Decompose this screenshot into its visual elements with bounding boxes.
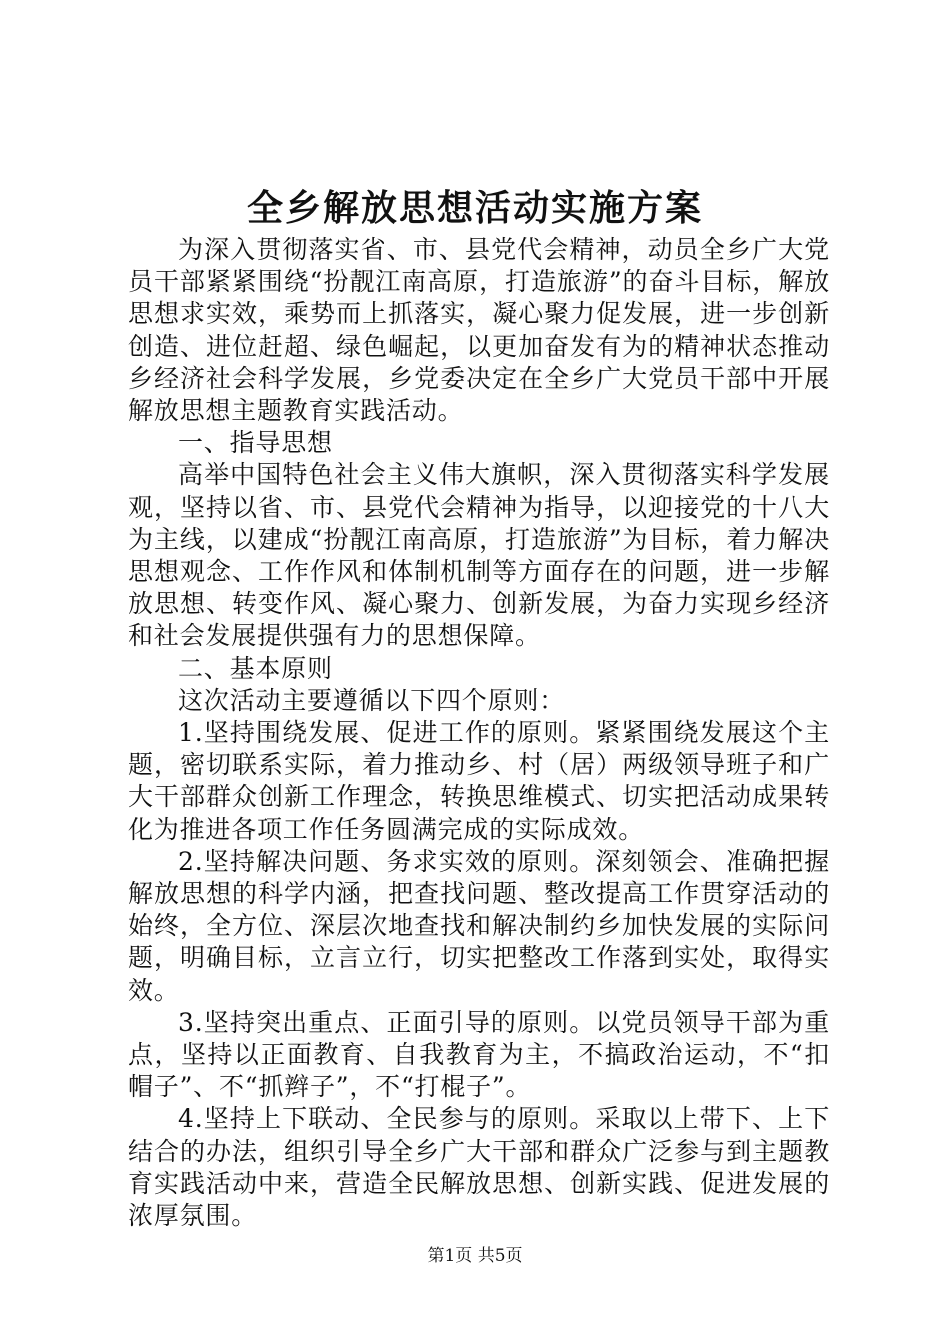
section-heading-basic-principles: 二、基本原则 xyxy=(178,653,333,683)
document-title: 全乡解放思想活动实施方案 xyxy=(246,188,703,229)
principle-3-paragraph: 3.坚持突出重点、正面引导的原则。以党员领导干部为重点，坚持以正面教育、自我教育为主，不搞政治运动，不“扣帽子”、不“抓辫子”，不“打棍子”。 xyxy=(128,1007,830,1102)
intro-paragraph: 为深入贯彻落实省、市、县党代会精神，动员全乡广大党员干部紧紧围绕“扮靓江南高原，打造旅游”的奋斗目标，解放思想求实效，乘势而上抓落实，凝心聚力促发展，进一步创新创造、进位赶超、绿色崛起，以更加奋发有为的精神状态推动乡经济社会科学发展，乡党委决定在全乡广大党员干部中开展解放思想主题教育实践活动。 xyxy=(128,235,830,426)
guiding-thought-paragraph: 高举中国特色社会主义伟大旗帜，深入贯彻落实科学发展观，坚持以省、市、县党代会精神为指导，以迎接党的十八大为主线，以建成“扮靓江南高原，打造旅游”为目标，着力解决思想观念、工作作风和体制机制等方面存在的问题，进一步解放思想、转变作风、凝心聚力、创新发展，为奋力实现乡经济和社会发展提供强有力的思想保障。 xyxy=(128,460,830,651)
principle-4-paragraph: 4.坚持上下联动、全民参与的原则。采取以上带下、上下结合的办法，组织引导全乡广大干部和群众广泛参与到主题教育实践活动中来，营造全民解放思想、创新实践、促进发展的浓厚氛围。 xyxy=(128,1104,830,1231)
document-body xyxy=(128,234,830,1232)
section-heading-guiding-thought: 一、指导思想 xyxy=(178,428,333,458)
principle-1-paragraph: 1.坚持围绕发展、促进工作的原则。紧紧围绕发展这个主题，密切联系实际，着力推动乡、村（居）两级领导班子和广大干部群众创新工作理念，转换思维模式、切实把活动成果转化为推进各项工作任务圆满完成的实际成效。 xyxy=(128,718,830,844)
principle-2-paragraph: 2.坚持解决问题、务求实效的原则。深刻领会、准确把握解放思想的科学内涵，把查找问题、整改提高工作贯穿活动的始终，全方位、深层次地查找和解决制约乡加快发展的实际问题，明确目标，立言立行，切实把整改工作落到实处，取得实效。 xyxy=(128,846,830,1005)
principles-intro-paragraph: 这次活动主要遵循以下四个原则： xyxy=(178,685,566,715)
page-footer: 第1页 共5页 xyxy=(427,1246,523,1266)
